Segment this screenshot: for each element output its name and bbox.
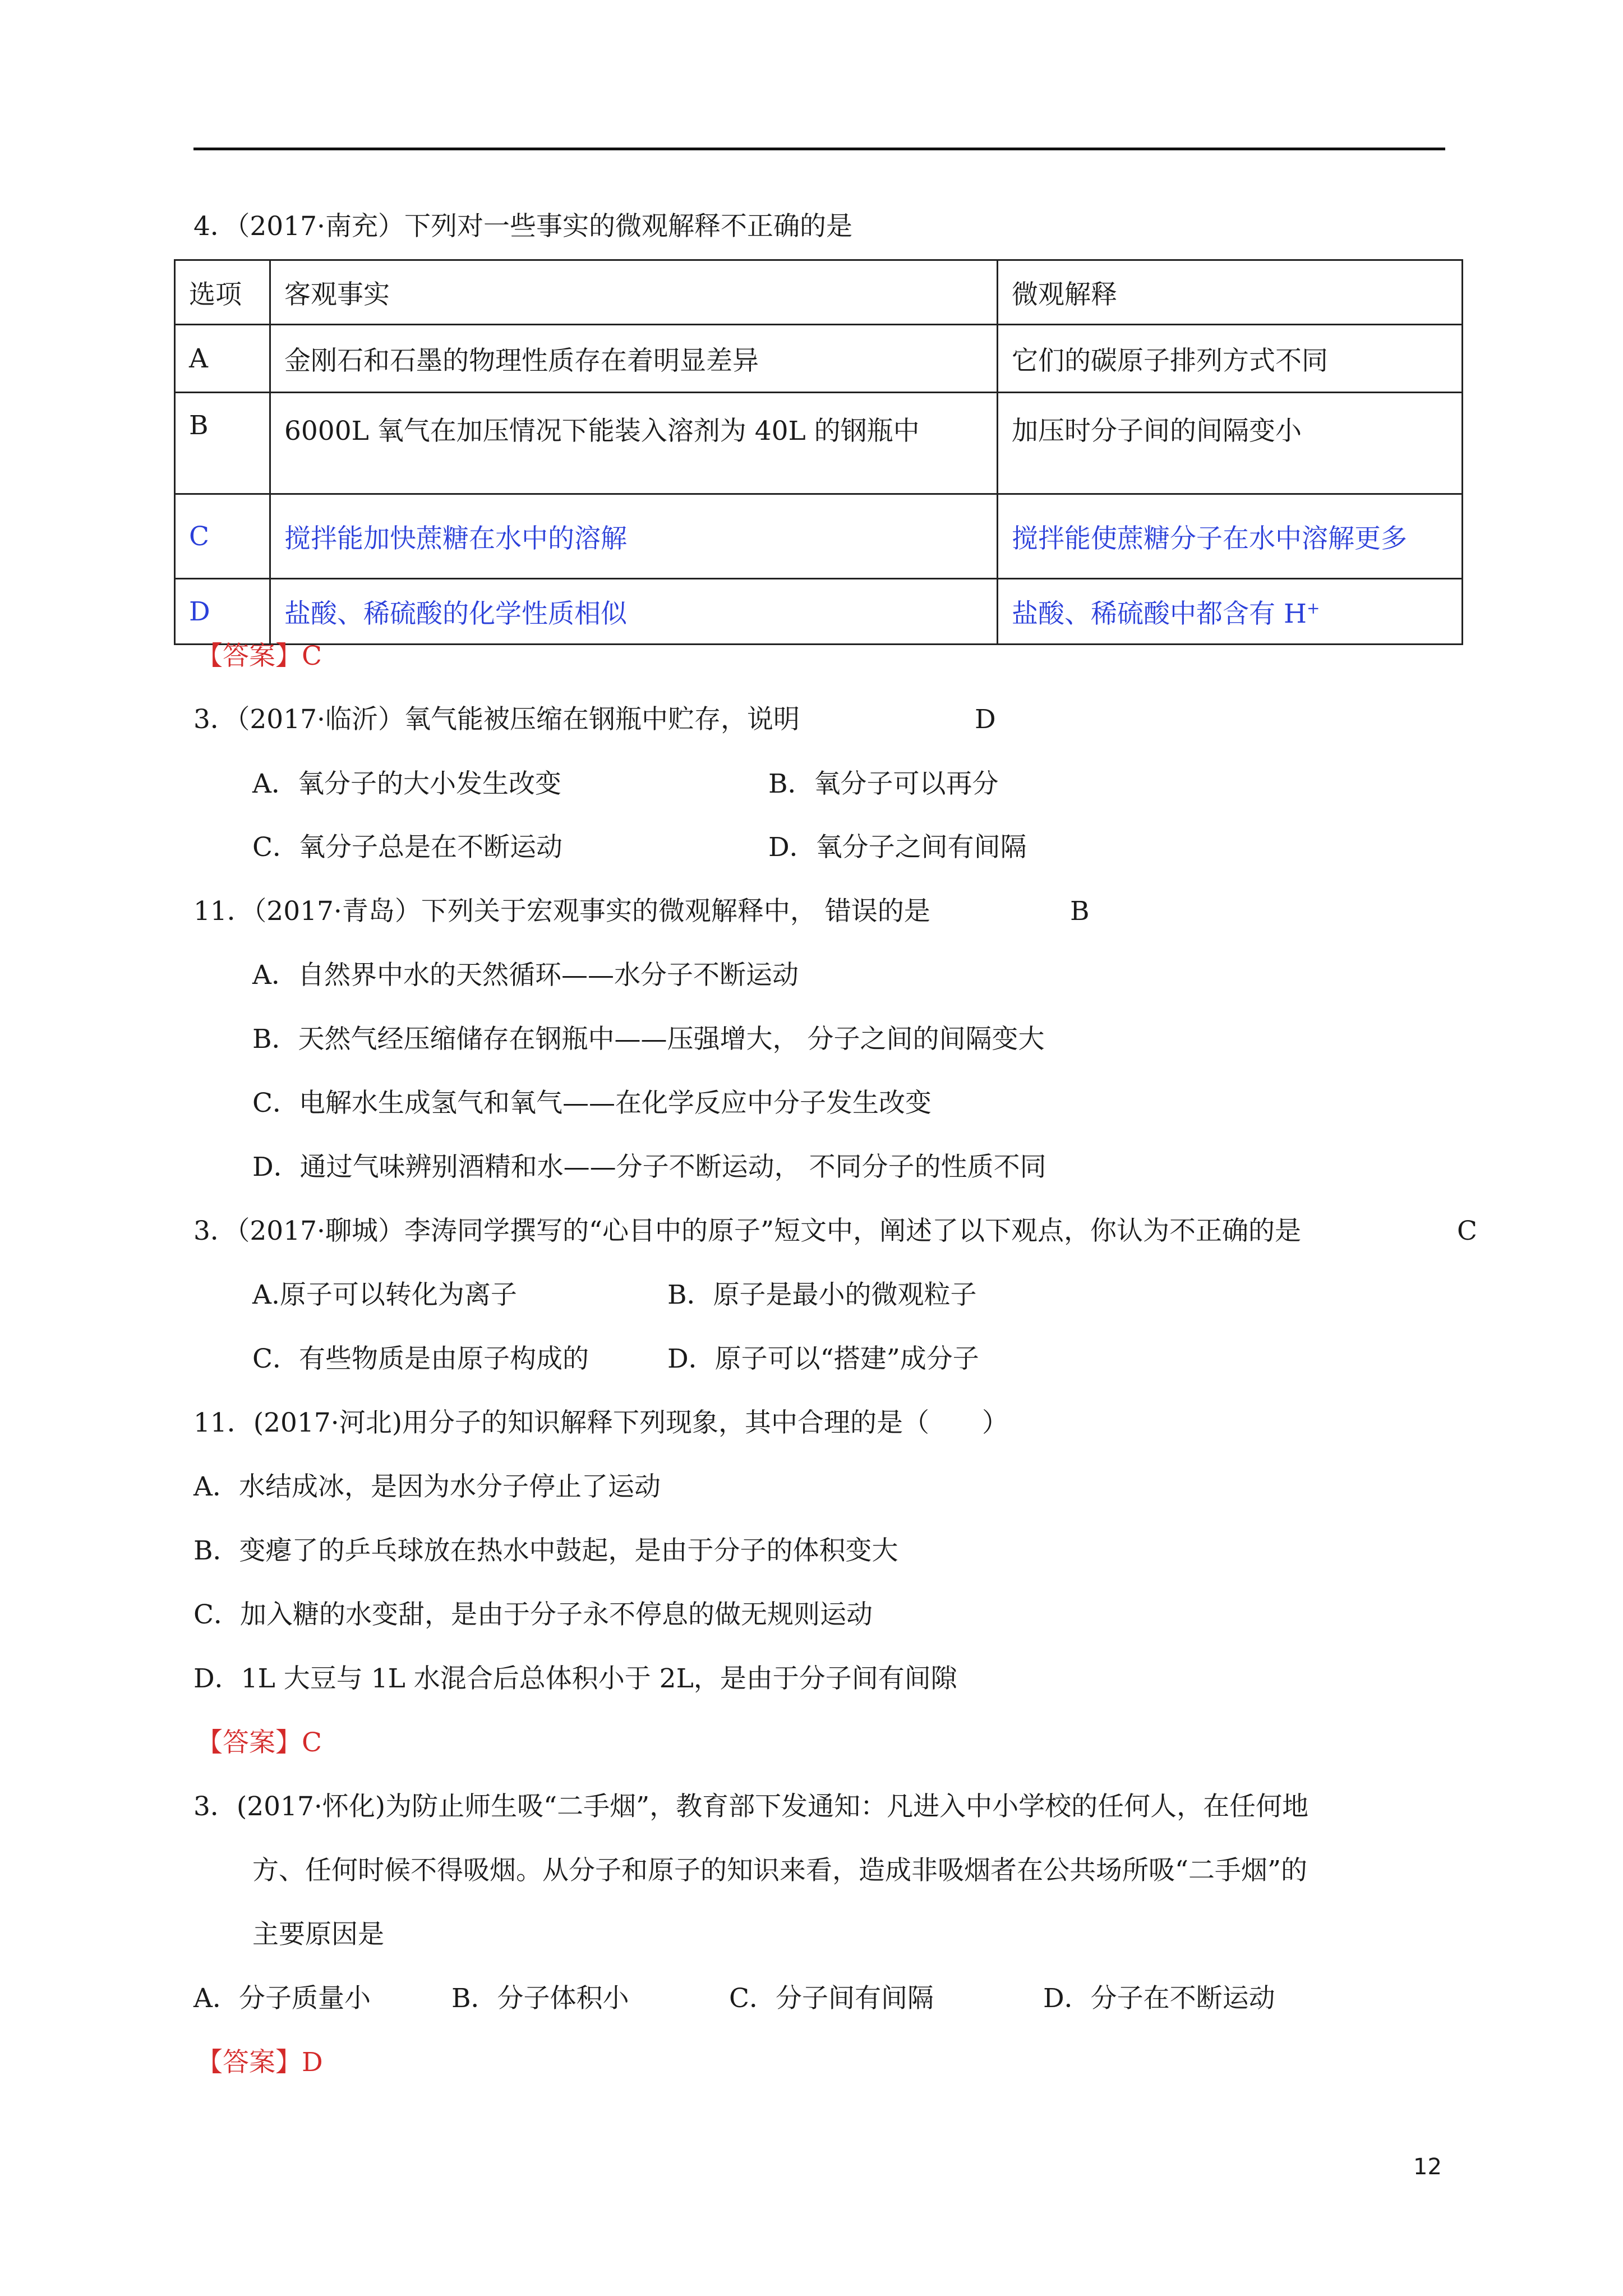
answer-value: C (302, 1727, 322, 1758)
q5-option-d: D．1L 大豆与 1L 水混合后总体积小于 2L，是由于分子间有间隙 (193, 1663, 957, 1694)
table-header-row (175, 260, 1463, 325)
q5-option-a: A．水结成冰，是因为水分子停止了运动 (193, 1471, 661, 1502)
row-explain (998, 579, 1463, 645)
page-number: 12 (1413, 2154, 1442, 2180)
row-fact: 6000L 氧气在加压情况下能装入溶剂为 40L 的钢瓶中 (270, 393, 998, 494)
table-row (175, 579, 1463, 645)
answer-tag: 【答案】 (196, 641, 302, 671)
q2-option-b: B．氧分子可以再分 (768, 769, 999, 799)
q3-option-c: C．电解水生成氢气和氧气——在化学反应中分子发生改变 (252, 1088, 932, 1119)
q3-option-a: A．自然界中水的天然循环——水分子不断运动 (252, 960, 799, 991)
table-row (175, 325, 1463, 393)
table-row (175, 393, 1463, 494)
q4-option-b: B．原子是最小的微观粒子 (667, 1280, 977, 1310)
q5-option-c: C．加入糖的水变甜，是由于分子永不停息的做无规则运动 (193, 1599, 873, 1630)
q2-option-c: C．氧分子总是在不断运动 (252, 832, 562, 863)
q1-stem: 4．（2017·南充）下列对一些事实的微观解释不正确的是 (193, 211, 852, 242)
header-fact: 客观事实 (270, 260, 998, 325)
row-fact: 盐酸、稀硫酸的化学性质相似 (270, 579, 998, 645)
q4-stem: 3．（2017·聊城）李涛同学撰写的“心目中的原子”短文中，阐述了以下观点，你认为不正确的是 (193, 1216, 1302, 1246)
q2-option-a: A．氧分子的大小发生改变 (252, 769, 561, 799)
header-option: 选项 (175, 260, 270, 325)
row-option: C (175, 494, 270, 579)
row-explain: 它们的碳原子排列方式不同 (998, 325, 1463, 393)
row-option: A (175, 325, 270, 393)
facts-table (174, 259, 1463, 645)
q6-stem-line-2: 方、任何时候不得吸烟。从分子和原子的知识来看，造成非吸烟者在公共场所吸“二手烟”的 (252, 1855, 1308, 1886)
header-explain: 微观解释 (998, 260, 1463, 325)
answer-value: C (302, 641, 322, 671)
q3-option-b: B．天然气经压缩储存在钢瓶中——压强增大， 分子之间的间隔变大 (252, 1024, 1045, 1055)
q5-answer (196, 1726, 322, 1760)
q2-option-d: D．氧分子之间有间隔 (768, 832, 1027, 863)
q6-option-b: B．分子体积小 (451, 1983, 629, 2014)
h-plus-superscript: + (1306, 598, 1320, 617)
q3-stem: 11．（2017·青岛）下列关于宏观事实的微观解释中， 错误的是 (193, 896, 930, 927)
q6-option-c: C．分子间有间隔 (729, 1983, 934, 2014)
q6-stem-line-1: 3．(2017·怀化)为防止师生吸“二手烟”，教育部下发通知：凡进入中小学校的任何人，在任何地 (193, 1791, 1309, 1822)
answer-tag: 【答案】 (196, 1727, 302, 1758)
q2-answer: D (975, 704, 996, 735)
q4-option-d: D．原子可以“搭建”成分子 (667, 1343, 979, 1374)
q4-answer: C (1457, 1216, 1477, 1246)
q6-option-d: D．分子在不断运动 (1043, 1983, 1275, 2014)
q3-answer: B (1070, 896, 1090, 927)
q4-option-c: C．有些物质是由原子构成的 (252, 1343, 589, 1374)
q5-option-b: B．变瘪了的乒乓球放在热水中鼓起，是由于分子的体积变大 (193, 1535, 898, 1566)
q1-answer (196, 639, 322, 673)
header-rule (193, 148, 1445, 150)
q3-option-d: D．通过气味辨别酒精和水——分子不断运动， 不同分子的性质不同 (252, 1152, 1046, 1182)
q4-option-a: A.原子可以转化为离子 (252, 1280, 517, 1310)
q5-stem: 11．(2017·河北)用分子的知识解释下列现象，其中合理的是（ ） (193, 1407, 1009, 1438)
row-explain: 搅拌能使蔗糖分子在水中溶解更多 (998, 494, 1463, 579)
row-option: D (175, 579, 270, 645)
explain-text: 盐酸、稀硫酸中都含有 H (1012, 598, 1307, 629)
q6-answer (196, 2046, 323, 2079)
answer-tag: 【答案】 (196, 2047, 302, 2078)
q6-option-a: A．分子质量小 (193, 1983, 371, 2014)
answer-value: D (302, 2047, 323, 2078)
row-explain: 加压时分子间的间隔变小 (998, 393, 1463, 494)
row-option: B (175, 393, 270, 494)
table-row (175, 494, 1463, 579)
q6-stem-line-3: 主要原因是 (252, 1919, 384, 1950)
q2-stem: 3．（2017·临沂）氧气能被压缩在钢瓶中贮存，说明 (193, 704, 800, 735)
row-fact: 搅拌能加快蔗糖在水中的溶解 (270, 494, 998, 579)
row-fact: 金刚石和石墨的物理性质存在着明显差异 (270, 325, 998, 393)
